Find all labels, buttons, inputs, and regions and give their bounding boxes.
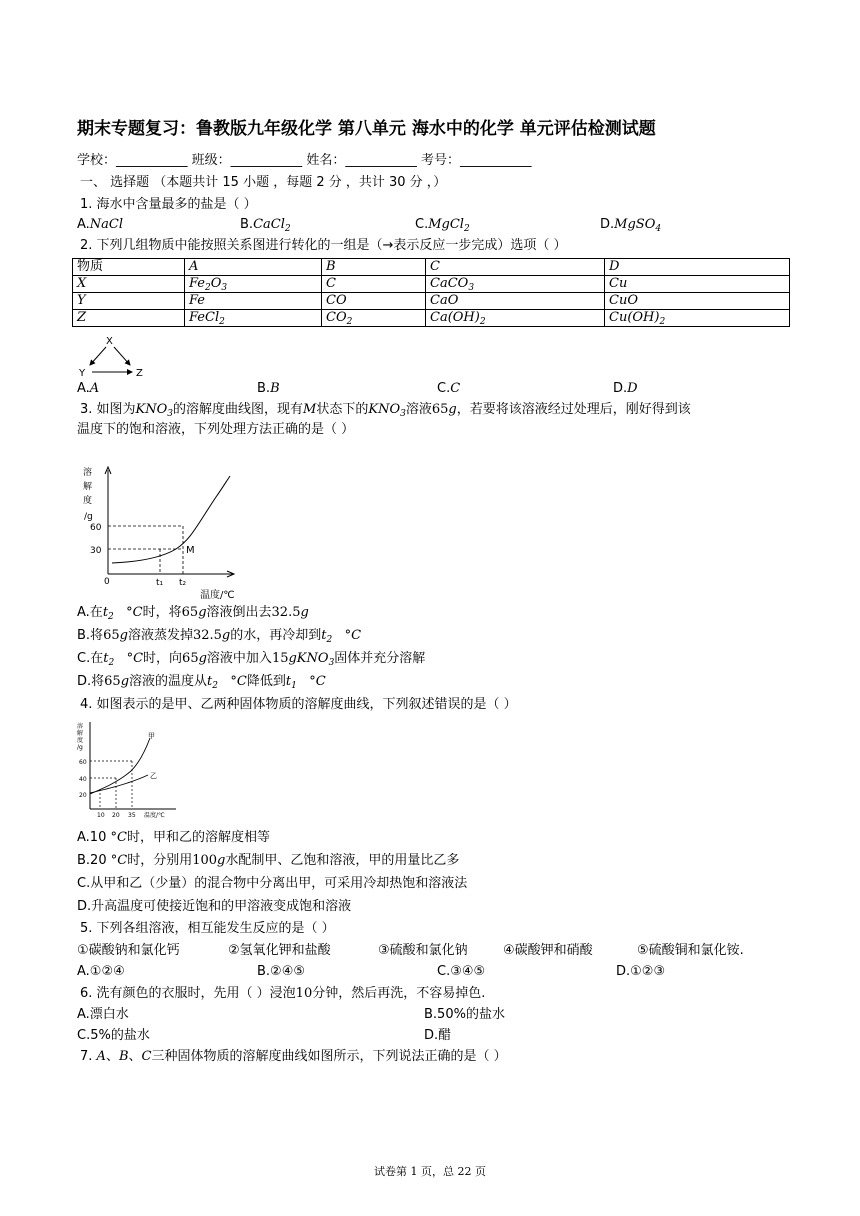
q4-tick-20: 20 xyxy=(79,792,87,799)
page-title: 期末专题复习：鲁教版九年级化学 第八单元 海水中的化学 单元评估检测试题 xyxy=(77,119,656,139)
q3-option-b[interactable]: B.将65g溶液蒸发掉32.5g的水，再冷却到$t_2$ °C xyxy=(77,628,362,645)
q4-ylabel-3: 度 xyxy=(77,737,84,744)
q6-option-d[interactable]: D.醋 xyxy=(424,1028,452,1043)
table-cell: C xyxy=(322,276,426,293)
q3-option-c[interactable]: C.在$t_2$ °C时，向65g溶液中加入15gKNO$_3$固体并充分溶解 xyxy=(77,651,426,668)
school-label: 学校： xyxy=(77,153,117,168)
q4-xlabel: 温度/℃ xyxy=(144,812,165,819)
q1-option-c[interactable]: C.MgCl$_2$ xyxy=(415,217,470,234)
table-cell: $Cu(OH)_2$ xyxy=(605,310,790,327)
table-cell: CuO xyxy=(605,293,790,310)
q4-ylabel-1: 溶 xyxy=(77,723,84,730)
diagram-y-label: Y xyxy=(79,368,86,379)
table-cell: X xyxy=(73,276,185,293)
table-cell: FeCl$_2$ xyxy=(185,310,322,327)
q3-point-m: M xyxy=(186,545,195,556)
q3-ylabel-3: 度 xyxy=(83,496,93,506)
q5-item: ④碳酸钾和硝酸 xyxy=(503,943,593,958)
q5-item: ①碳酸钠和氯化钙 xyxy=(77,943,180,958)
q4-option-b[interactable]: B.20 °C时，分别用100g水配制甲、乙饱和溶液，甲的用量比乙多 xyxy=(77,853,460,868)
q3-ylabel-1: 溶 xyxy=(83,468,93,478)
table-cell: $Fe_2O_3$ xyxy=(185,276,322,293)
name-label: 姓名： xyxy=(306,153,346,168)
table-cell: CaCO$_3$ xyxy=(426,276,605,293)
exam-no-blank[interactable]: ___________ xyxy=(459,153,532,168)
table-cell: B xyxy=(322,259,426,276)
q2-table xyxy=(72,258,790,327)
table-cell: Z xyxy=(73,310,185,327)
q1-option-d[interactable]: D.MgSO$_4$ xyxy=(600,217,662,234)
q3-solubility-curve xyxy=(112,476,230,563)
q3-tick-t1: t₁ xyxy=(156,578,164,588)
q4-tick-35: 35 xyxy=(128,812,136,819)
table-cell: $Ca(OH)_2$ xyxy=(426,310,605,327)
table-cell: D xyxy=(605,259,790,276)
q3-ylabel-4: /g xyxy=(84,512,93,522)
q3-tick-30: 30 xyxy=(90,546,102,556)
diagram-z-label: Z xyxy=(136,368,143,379)
exam-no-label: 考号： xyxy=(420,153,460,168)
q2-relation-diagram xyxy=(76,334,156,380)
q4-option-a[interactable]: A.10 °C时，甲和乙的溶解度相等 xyxy=(77,830,270,845)
q2-option-b[interactable]: B.B xyxy=(257,381,280,396)
q4-tick-20x: 20 xyxy=(112,812,120,819)
diagram-x-label: X xyxy=(106,336,113,347)
q3-tick-0: 0 xyxy=(104,577,110,587)
q4-stem: 4. 如图表示的是甲、乙两种固体物质的溶解度曲线，下列叙述错误的是（ ） xyxy=(80,697,517,712)
q4-label-jia: 甲 xyxy=(148,732,155,740)
q3-option-a[interactable]: A.在$t_2$ °C时，将65g溶液倒出去32.5g xyxy=(77,605,309,622)
table-cell: Fe xyxy=(185,293,322,310)
q3-solubility-chart xyxy=(76,462,246,604)
arrow-x-y xyxy=(90,347,106,365)
q4-tick-40: 40 xyxy=(79,776,87,783)
student-info xyxy=(77,152,531,170)
q6-option-b[interactable]: B.50%的盐水 xyxy=(424,1007,505,1022)
q3-stem: 3. 如图为$KNO_3$的溶解度曲线图，现有M状态下的$KNO_3$溶液65g，若要将该溶液经过处理后，刚好得到该 xyxy=(80,402,691,419)
q2-stem: 2. 下列几组物质中能按照关系图进行转化的一组是（→表示反应一步完成）选项（ ） xyxy=(80,238,567,253)
q6-stem: 6. 洗有颜色的衣服时，先用（ ）浸泡10分钟，然后再洗，不容易掉色. xyxy=(80,986,486,1001)
q5-option-a[interactable]: A.①②④ xyxy=(77,964,125,979)
table-cell: C xyxy=(426,259,605,276)
q3-stem-line2: 温度下的饱和溶液，下列处理方法正确的是（ ） xyxy=(77,422,355,437)
q3-xlabel: 温度/℃ xyxy=(200,590,235,601)
q2-option-d[interactable]: D.D xyxy=(613,381,638,396)
class-blank[interactable]: ___________ xyxy=(230,153,303,168)
q3-tick-60: 60 xyxy=(90,523,102,533)
school-blank[interactable]: ___________ xyxy=(116,153,188,168)
q3-option-d[interactable]: D.将65g溶液的温度从$t_2$ °C降低到$t_1$ °C xyxy=(77,674,326,691)
table-cell: A xyxy=(185,259,322,276)
table-cell: CO xyxy=(322,293,426,310)
q3-ylabel-2: 解 xyxy=(83,482,93,492)
q2-option-c[interactable]: C.C xyxy=(437,381,461,396)
page-footer: 试卷第 1 页，总 22 页 xyxy=(374,1165,486,1178)
section-heading: 一、 选择题 （本题共计 15 小题 ，每题 2 分 ，共计 30 分 ，） xyxy=(80,175,447,190)
table-row xyxy=(73,276,790,293)
q5-option-b[interactable]: B.②④⑤ xyxy=(257,964,306,979)
q5-item: ⑤硫酸铜和氯化铵. xyxy=(637,943,744,958)
q4-curve-jia xyxy=(90,738,150,794)
q5-option-c[interactable]: C.③④⑤ xyxy=(437,964,486,979)
name-blank[interactable]: ___________ xyxy=(345,153,417,168)
q1-option-a[interactable]: A.NaCl xyxy=(77,217,124,232)
q5-option-d[interactable]: D.①②③ xyxy=(616,964,666,979)
q4-label-yi: 乙 xyxy=(150,772,157,780)
q4-tick-60: 60 xyxy=(79,759,87,766)
class-label: 班级： xyxy=(191,153,231,168)
table-cell: $CO_2$ xyxy=(322,310,426,327)
q4-ylabel-2: 解 xyxy=(77,730,84,737)
q5-item: ②氢氧化钾和盐酸 xyxy=(228,943,331,958)
q4-ylabel-4: /g xyxy=(77,744,83,751)
q6-option-c[interactable]: C.5%的盐水 xyxy=(77,1028,150,1043)
table-cell: Y xyxy=(73,293,185,310)
q4-option-c[interactable]: C.从甲和乙（少量）的混合物中分离出甲，可采用冷却热饱和溶液法 xyxy=(77,876,468,891)
table-cell: 物质 xyxy=(73,259,185,276)
table-cell: Cu xyxy=(605,276,790,293)
q7-stem: 7. A、B、C三种固体物质的溶解度曲线如图所示，下列说法正确的是（ ） xyxy=(80,1049,507,1064)
q1-stem: 1. 海水中含量最多的盐是（ ） xyxy=(80,197,257,212)
q2-option-a[interactable]: A.A xyxy=(77,381,100,396)
table-cell: CaO xyxy=(426,293,605,310)
q6-option-a[interactable]: A.漂白水 xyxy=(77,1007,129,1022)
table-row xyxy=(73,310,790,327)
arrow-x-z xyxy=(114,347,130,365)
q5-stem: 5. 下列各组溶液，相互能发生反应的是（ ） xyxy=(80,921,335,936)
table-row xyxy=(73,293,790,310)
q4-solubility-chart xyxy=(76,716,186,820)
q4-tick-10: 10 xyxy=(97,812,105,819)
q1-option-b[interactable]: B.CaCl$_2$ xyxy=(240,217,291,234)
table-row xyxy=(73,259,790,276)
q3-tick-t2: t₂ xyxy=(179,578,187,588)
q4-option-d[interactable]: D.升高温度可使接近饱和的甲溶液变成饱和溶液 xyxy=(77,899,352,914)
q5-item: ③硫酸和氯化钠 xyxy=(378,943,468,958)
